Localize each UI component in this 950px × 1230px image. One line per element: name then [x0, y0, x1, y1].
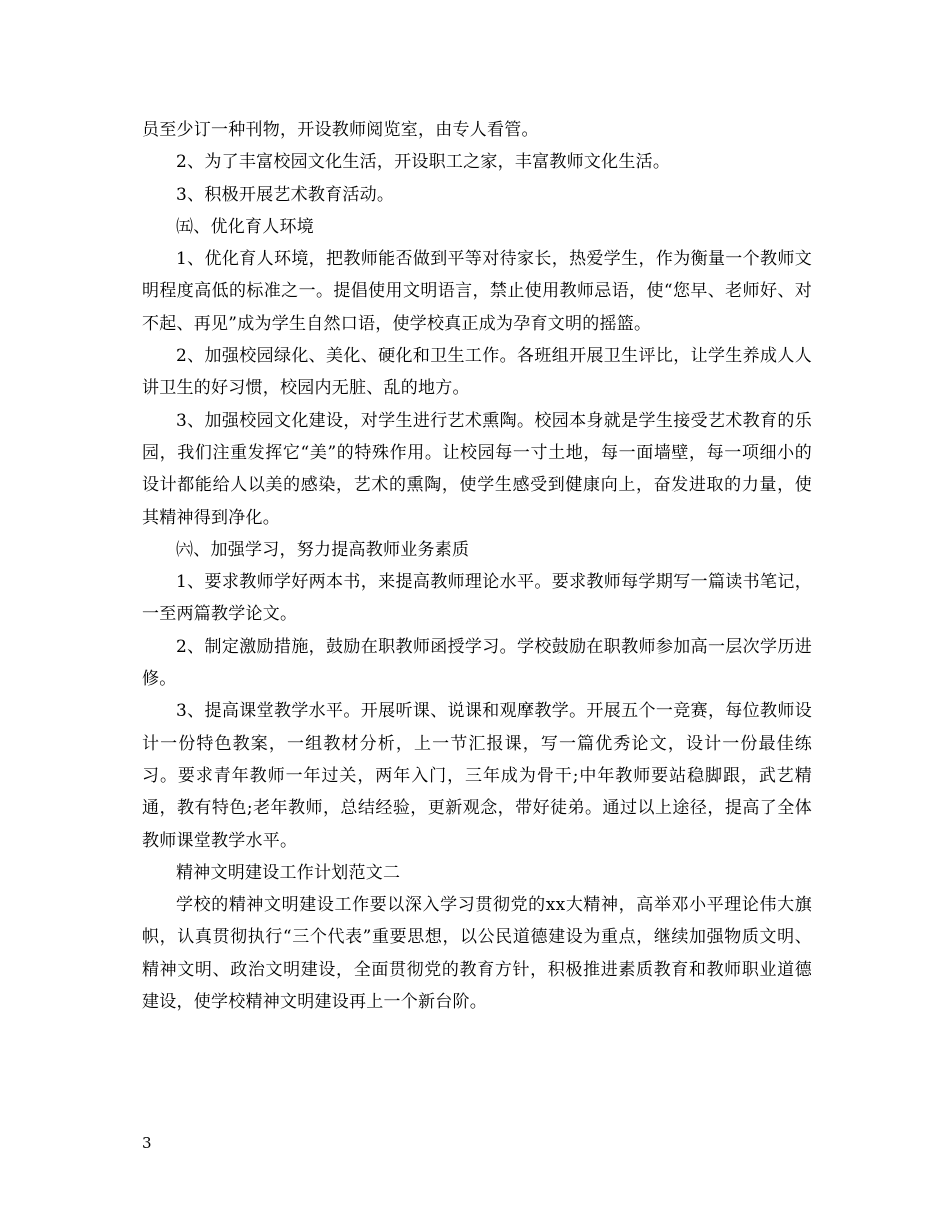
- section-heading-6: ㈥、加强学习，努力提高教师业务素质: [176, 539, 470, 560]
- document-body: [142, 114, 812, 1018]
- paragraph-item-3-campus-culture: 3、加强校园文化建设，对学生进行艺术熏陶。校园本身就是学生接受艺术教育的乐园，我们注重发挥它“美”的特殊作用。让校园每一寸土地，每一面墙壁，每一项细小的设计都能给人以美的感染，艺术的熏陶，使学生感受到健康向上，奋发进取的力量，使其精神得到净化。: [142, 410, 812, 528]
- paragraph-item-2-greening: 2、加强校园绿化、美化、硬化和卫生工作。各班组开展卫生评比，让学生养成人人讲卫生的好习惯，校园内无脏、乱的地方。: [142, 346, 812, 399]
- sample-title: 精神文明建设工作计划范文二: [176, 862, 401, 883]
- paragraph-item-2-incentive: 2、制定激励措施，鼓励在职教师函授学习。学校鼓励在职教师参加高一层次学历进修。: [142, 636, 812, 690]
- paragraph-intro-sample-two: 学校的精神文明建设工作要以深入学习贯彻党的xx大精神，高举邓小平理论伟大旗帜，认真贯彻执行“三个代表”重要思想，以公民道德建设为重点，继续加强物质文明、精神文明、政治文明建设，全面贯彻党的教育方针，积极推进素质教育和教师职业道德建设，使学校精神文明建设再上一个新台阶。: [142, 895, 812, 1013]
- paragraph-item-1-environment: 1、优化育人环境，把教师能否做到平等对待家长，热爱学生，作为衡量一个教师文明程度高低的标准之一。提倡使用文明语言，禁止使用教师忌语，使“您早、老师好、对不起、再见”成为学生自然口语，使学校真正成为孕育文明的摇篮。: [142, 249, 812, 334]
- paragraph-item-1-study: 1、要求教师学好两本书，来提高教师理论水平。要求教师每学期写一篇读书笔记，一至两篇教学论文。: [142, 572, 812, 625]
- section-heading-5: ㈤、优化育人环境: [176, 216, 314, 237]
- paragraph-item-3-art-education: 3、积极开展艺术教育活动。: [176, 184, 395, 205]
- paragraph-item-3-teaching-level: 3、提高课堂教学水平。开展听课、说课和观摩教学。开展五个一竞赛，每位教师设计一份特色教案，一组教材分析，上一节汇报课，写一篇优秀论文，设计一份最佳练习。要求青年教师一年过关，两年入门，三年成为骨干;中年教师要站稳脚跟，武艺精通，教有特色;老年教师，总结经验，更新观念，带好徒弟。通过以上途径，提高了全体教师课堂教学水平。: [142, 701, 812, 851]
- page-number: 3: [142, 1134, 152, 1152]
- paragraph-continuation: 员至少订一种刊物，开设教师阅览室，由专人看管。: [142, 120, 539, 140]
- paragraph-item-2-staff-home: 2、为了丰富校园文化生活，开设职工之家，丰富教师文化生活。: [176, 152, 671, 173]
